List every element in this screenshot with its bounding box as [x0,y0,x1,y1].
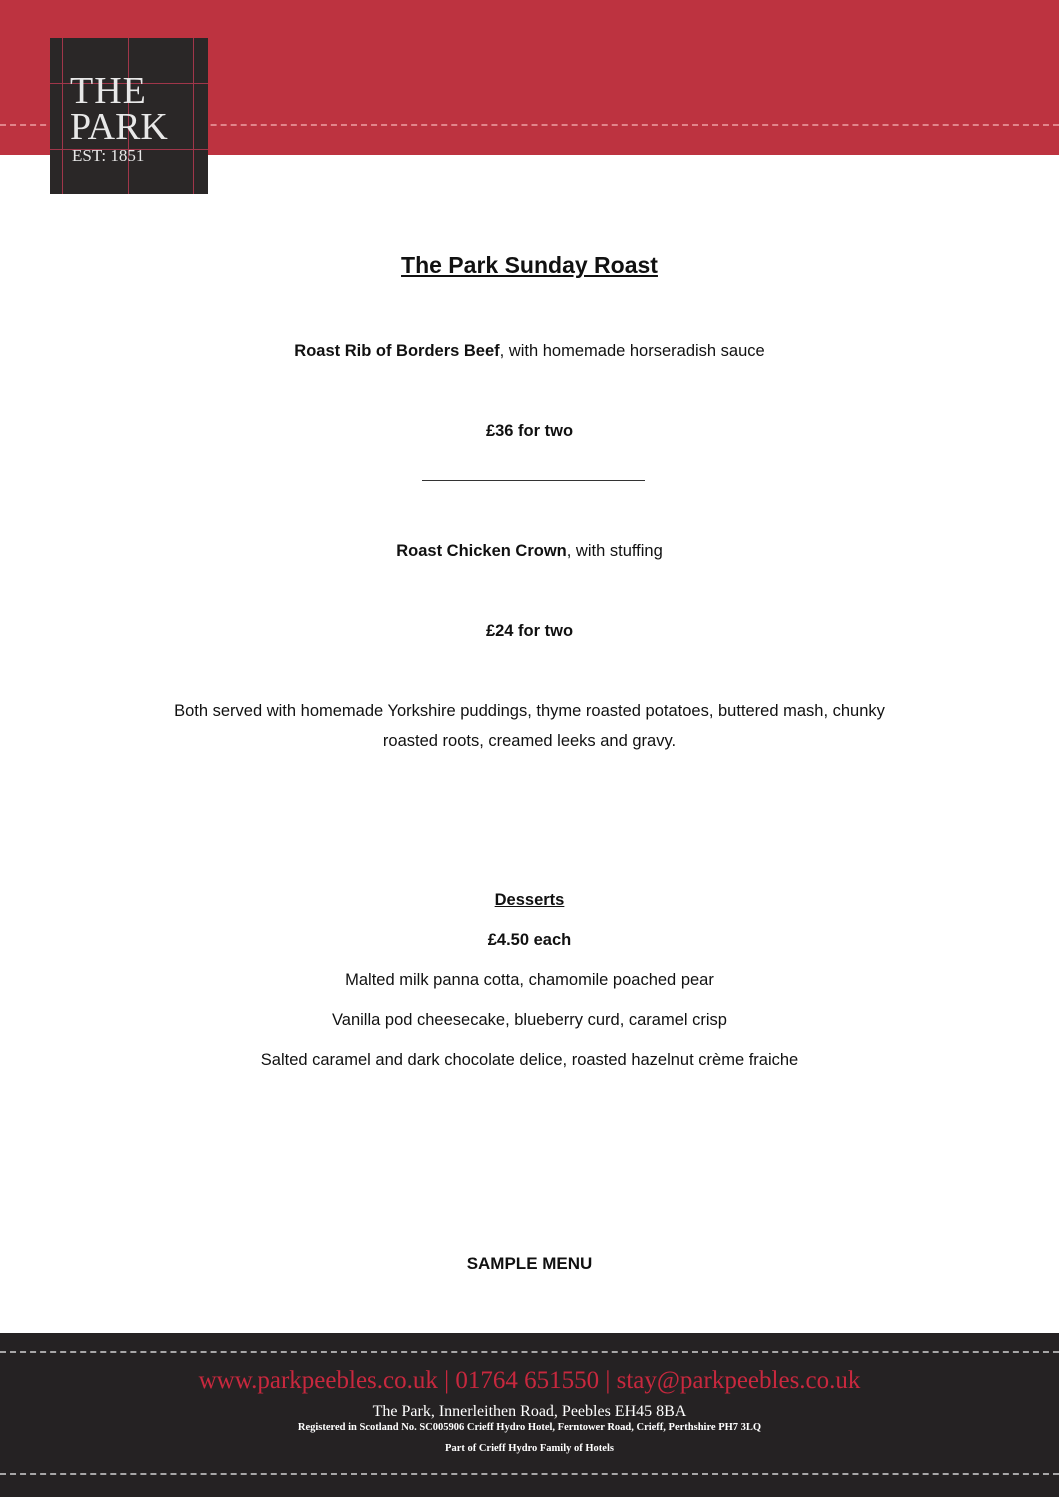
menu-item-chicken [0,542,1059,561]
stitch-line [0,1473,1059,1475]
logo-line1: THE [70,70,147,112]
item-desc: , with homemade horseradish sauce [499,342,765,360]
served-with-line1: Both served with homemade Yorkshire puddings, thyme roasted potatoes, buttered mash, chunky [174,702,885,720]
desserts-heading: Desserts [494,891,565,909]
item-name: Roast Rib of Borders Beef [294,342,500,360]
footer-family: Part of Crieff Hydro Family of Hotels [445,1443,614,1454]
stitch-line [0,1351,1059,1353]
menu-item-beef [0,342,1059,361]
divider [422,480,645,481]
footer [0,1333,1059,1497]
page-title: The Park Sunday Roast [401,252,658,278]
dessert-item: Salted caramel and dark chocolate delice, roasted hazelnut crème fraiche [260,1051,799,1069]
footer-address: The Park, Innerleithen Road, Peebles EH45 8BA [372,1403,687,1420]
dessert-item: Vanilla pod cheesecake, blueberry curd, caramel crisp [332,1011,727,1029]
item-price: £36 for two [485,422,574,440]
logo-line3: EST: 1851 [72,146,145,165]
footer-registered: Registered in Scotland No. SC005906 Crieff Hydro Hotel, Ferntower Road, Crieff, Perthshire PH7 3LQ [297,1422,762,1433]
item-name: Roast Chicken Crown [396,542,567,560]
item-desc: , with stuffing [566,542,663,560]
sample-menu-label: SAMPLE MENU [466,1254,593,1273]
desserts-price: £4.50 each [487,931,572,949]
dessert-item: Malted milk panna cotta, chamomile poached pear [345,971,714,989]
served-with-line2: roasted roots, creamed leeks and gravy. [382,732,677,750]
item-price: £24 for two [485,622,574,640]
the-park-logo [50,38,208,194]
logo-line2: PARK [70,106,168,148]
footer-contact: www.parkpeebles.co.uk | 01764 651550 | stay@parkpeebles.co.uk [198,1367,861,1394]
